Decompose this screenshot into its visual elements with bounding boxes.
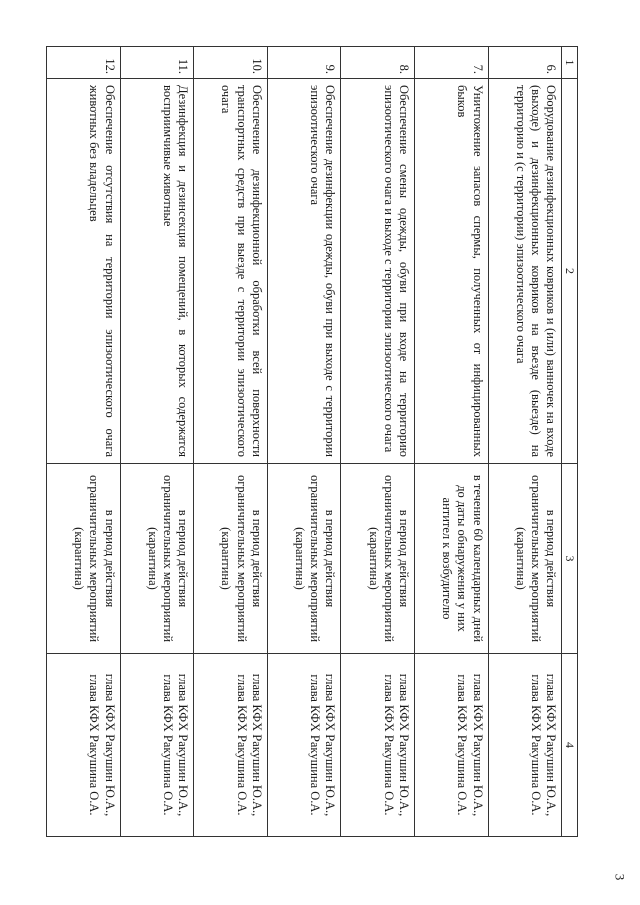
- column-header-action: 2: [562, 79, 578, 464]
- table-row: [488, 47, 562, 837]
- row-responsible: глава КФХ Ракушин Ю.А., глава КФХ Ракушина О.А.: [120, 654, 194, 837]
- row-action: Обеспечение дезинфекции одежды, обуви при выходе с территории эпизоотического очага: [267, 79, 341, 464]
- row-number: 12.: [47, 47, 121, 79]
- rotated-table-wrapper: [46, 46, 578, 836]
- row-number: 6.: [488, 47, 562, 79]
- table-row: [120, 47, 194, 837]
- row-term: в период действия ограничительных мероприятий (карантина): [341, 464, 415, 654]
- row-action: Обеспечение отсутствия на территории эпизоотического очага животных без владельцев: [47, 79, 121, 464]
- page-number: 3: [611, 873, 627, 881]
- row-term: в период действия ограничительных мероприятий (карантина): [488, 464, 562, 654]
- row-number: 9.: [267, 47, 341, 79]
- row-term: в период действия ограничительных мероприятий (карантина): [267, 464, 341, 654]
- row-responsible: глава КФХ Ракушин Ю.А., глава КФХ Ракушина О.А.: [488, 654, 562, 837]
- row-term: в период действия ограничительных мероприятий (карантина): [47, 464, 121, 654]
- row-responsible: глава КФХ Ракушин Ю.А., глава КФХ Ракушина О.А.: [267, 654, 341, 837]
- row-term: в период действия ограничительных мероприятий (карантина): [120, 464, 194, 654]
- row-responsible: глава КФХ Ракушин Ю.А., глава КФХ Ракушина О.А.: [415, 654, 489, 837]
- table-row: [194, 47, 268, 837]
- column-header-term: 3: [562, 464, 578, 654]
- measures-table: [46, 46, 578, 837]
- row-responsible: глава КФХ Ракушин Ю.А., глава КФХ Ракушина О.А.: [194, 654, 268, 837]
- row-number: 10.: [194, 47, 268, 79]
- column-header-number: 1: [562, 47, 578, 79]
- row-action: Уничтожение запасов спермы, полученных от инфицированных быков: [415, 79, 489, 464]
- table-header-row: [562, 47, 578, 837]
- row-action: Оборудование дезинфекционных ковриков и (или) ванночек на входе (выходе) и дезинфекционных ковриков на въезде (выезде) на территорию и (с территории) эпизоотического очага: [488, 79, 562, 464]
- row-term: в период действия ограничительных мероприятий (карантина): [194, 464, 268, 654]
- table-row: [267, 47, 341, 837]
- row-number: 11.: [120, 47, 194, 79]
- row-number: 7.: [415, 47, 489, 79]
- table-row: [415, 47, 489, 837]
- row-action: Дезинфекция и дезинсекция помещений, в которых содержатся восприимчивые животные: [120, 79, 194, 464]
- row-term: в течение 60 календарных дней до даты обнаружения у них антител к возбудителю: [415, 464, 489, 654]
- column-header-responsible: 4: [562, 654, 578, 837]
- row-action: Обеспечение смены одежды, обуви при входе на территорию эпизоотического очага и выходе с территории эпизоотического очага: [341, 79, 415, 464]
- row-responsible: глава КФХ Ракушин Ю.А., глава КФХ Ракушина О.А.: [47, 654, 121, 837]
- row-action: Обеспечение дезинфекционной обработки всей поверхности транспортных средств при выезде с территории эпизоотического очага: [194, 79, 268, 464]
- row-responsible: глава КФХ Ракушин Ю.А., глава КФХ Ракушина О.А.: [341, 654, 415, 837]
- table-row: [47, 47, 121, 837]
- table-row: [341, 47, 415, 837]
- row-number: 8.: [341, 47, 415, 79]
